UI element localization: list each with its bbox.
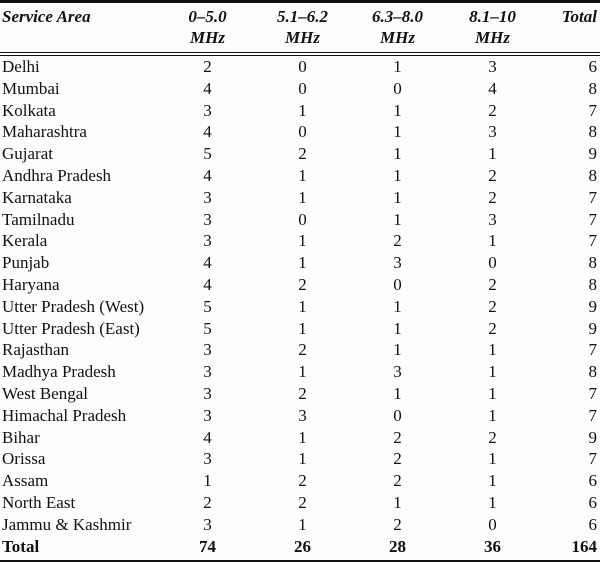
row-total-cell: 8: [588, 362, 597, 382]
value-cell: 3: [488, 57, 497, 76]
value-cell: 4: [203, 122, 212, 142]
value-cell: 3: [298, 405, 307, 425]
value-cell: 2: [298, 471, 307, 491]
value-cell: 1: [298, 318, 307, 338]
value-cell: 1: [298, 187, 307, 207]
value-cell: 0: [393, 405, 402, 425]
service-area-cell: Rajasthan: [2, 340, 70, 360]
value-cell: 1: [393, 57, 402, 76]
total-value-cell: 74: [160, 536, 255, 562]
service-area-cell: Orissa: [2, 449, 46, 469]
row-total-cell: 8: [588, 122, 597, 142]
row-total-cell: 9: [588, 318, 597, 338]
value-cell: 3: [203, 405, 212, 425]
service-area-cell: Himachal Pradesh: [2, 405, 127, 425]
table-row: [0, 54, 600, 78]
service-area-cell: Maharashtra: [2, 122, 87, 142]
service-area-cell: Delhi: [2, 57, 40, 76]
band-range-label: 8.1–10: [469, 7, 516, 26]
value-cell: 2: [298, 144, 307, 164]
value-cell: 1: [298, 100, 307, 120]
band-range-label: 6.3–8.0: [372, 7, 423, 26]
header-band-6-8: [350, 2, 445, 55]
value-cell: 2: [298, 492, 307, 512]
total-row: [0, 536, 600, 562]
value-cell: 0: [298, 122, 307, 142]
service-area-cell: Gujarat: [2, 144, 53, 164]
service-area-cell: Madhya Pradesh: [2, 362, 116, 382]
row-total-cell: 8: [588, 78, 597, 98]
value-cell: 1: [393, 187, 402, 207]
value-cell: 1: [298, 253, 307, 273]
value-cell: 0: [298, 57, 307, 76]
value-cell: 2: [488, 318, 497, 338]
value-cell: 1: [488, 144, 497, 164]
total-value-cell: 36: [445, 536, 540, 562]
row-total-cell: 9: [588, 144, 597, 164]
value-cell: 0: [393, 274, 402, 294]
value-cell: 1: [298, 296, 307, 316]
value-cell: 2: [488, 165, 497, 185]
value-cell: 1: [488, 231, 497, 251]
value-cell: 2: [393, 427, 402, 447]
band-range-label: 5.1–6.2: [277, 7, 328, 26]
value-cell: 3: [488, 122, 497, 142]
value-cell: 3: [203, 231, 212, 251]
value-cell: 2: [488, 296, 497, 316]
value-cell: 3: [203, 514, 212, 534]
table-row: [0, 427, 600, 449]
value-cell: 5: [203, 296, 212, 316]
band-unit-label: MHz: [475, 28, 510, 47]
row-total-cell: 8: [588, 274, 597, 294]
value-cell: 2: [298, 340, 307, 360]
service-area-cell: Jammu & Kashmir: [2, 514, 132, 534]
row-total-cell: 7: [588, 209, 597, 229]
value-cell: 5: [203, 318, 212, 338]
value-cell: 1: [393, 122, 402, 142]
table-header: [0, 2, 600, 55]
value-cell: 0: [488, 514, 497, 534]
value-cell: 3: [488, 209, 497, 229]
table-row: [0, 165, 600, 187]
value-cell: 4: [203, 427, 212, 447]
value-cell: 1: [393, 492, 402, 512]
service-area-cell: Bihar: [2, 427, 40, 447]
value-cell: 1: [393, 318, 402, 338]
band-unit-label: MHz: [380, 28, 415, 47]
value-cell: 1: [488, 405, 497, 425]
value-cell: 3: [203, 383, 212, 403]
row-total-cell: 7: [588, 449, 597, 469]
value-cell: 2: [393, 231, 402, 251]
service-area-cell: Utter Pradesh (East): [2, 318, 140, 338]
value-cell: 3: [393, 362, 402, 382]
value-cell: 2: [393, 514, 402, 534]
band-unit-label: MHz: [190, 28, 225, 47]
table-row: [0, 405, 600, 427]
table-row: [0, 274, 600, 296]
table-row: [0, 318, 600, 340]
table-row: [0, 209, 600, 231]
value-cell: 2: [393, 449, 402, 469]
value-cell: 1: [393, 340, 402, 360]
table-row: [0, 492, 600, 514]
service-area-cell: Utter Pradesh (West): [2, 296, 145, 316]
row-total-cell: 6: [588, 492, 597, 512]
table-row: [0, 100, 600, 122]
value-cell: 1: [393, 165, 402, 185]
value-cell: 1: [393, 100, 402, 120]
service-area-cell: North East: [2, 492, 76, 512]
band-unit-label: MHz: [285, 28, 320, 47]
table-body: [0, 54, 600, 536]
table-row: [0, 143, 600, 165]
value-cell: 4: [203, 253, 212, 273]
service-area-cell: Kolkata: [2, 100, 56, 120]
table-row: [0, 296, 600, 318]
service-area-cell: Mumbai: [2, 78, 60, 98]
row-total-cell: 7: [588, 231, 597, 251]
value-cell: 2: [488, 187, 497, 207]
value-cell: 1: [488, 492, 497, 512]
service-area-cell: Karnataka: [2, 187, 72, 207]
value-cell: 2: [203, 57, 212, 76]
service-area-cell: Assam: [2, 471, 49, 491]
value-cell: 1: [488, 471, 497, 491]
value-cell: 1: [393, 383, 402, 403]
value-cell: 2: [298, 274, 307, 294]
row-total-cell: 7: [588, 340, 597, 360]
total-row-label: Total: [0, 536, 160, 562]
value-cell: 1: [298, 165, 307, 185]
header-total: Total: [540, 2, 600, 55]
value-cell: 2: [488, 274, 497, 294]
table-row: [0, 187, 600, 209]
header-row: [0, 2, 600, 55]
row-total-cell: 7: [588, 405, 597, 425]
value-cell: 1: [298, 449, 307, 469]
table-row: [0, 121, 600, 143]
value-cell: 3: [203, 362, 212, 382]
table-row: [0, 514, 600, 536]
value-cell: 3: [203, 100, 212, 120]
row-total-cell: 6: [588, 471, 597, 491]
total-value-cell: 28: [350, 536, 445, 562]
header-band-8-10: [445, 2, 540, 55]
table-row: [0, 470, 600, 492]
band-range-label: 0–5.0: [188, 7, 227, 26]
value-cell: 2: [488, 427, 497, 447]
value-cell: 1: [393, 144, 402, 164]
value-cell: 2: [393, 471, 402, 491]
value-cell: 5: [203, 144, 212, 164]
value-cell: 1: [488, 383, 497, 403]
service-area-cell: Kerala: [2, 231, 48, 251]
table-row: [0, 78, 600, 100]
value-cell: 4: [488, 78, 497, 98]
value-cell: 3: [203, 340, 212, 360]
value-cell: 2: [298, 383, 307, 403]
value-cell: 0: [393, 78, 402, 98]
row-total-cell: 8: [588, 253, 597, 273]
table-row: [0, 339, 600, 361]
header-band-5-6: [255, 2, 350, 55]
value-cell: 1: [488, 340, 497, 360]
value-cell: 4: [203, 165, 212, 185]
value-cell: 1: [298, 231, 307, 251]
value-cell: 1: [298, 514, 307, 534]
service-area-cell: West Bengal: [2, 383, 88, 403]
total-value-cell: 26: [255, 536, 350, 562]
value-cell: 4: [203, 78, 212, 98]
row-total-cell: 7: [588, 187, 597, 207]
value-cell: 1: [203, 471, 212, 491]
value-cell: 3: [203, 209, 212, 229]
table-row: [0, 361, 600, 383]
grand-total-cell: 164: [540, 536, 600, 562]
value-cell: 2: [203, 492, 212, 512]
value-cell: 1: [298, 362, 307, 382]
service-area-cell: Tamilnadu: [2, 209, 75, 229]
row-total-cell: 9: [588, 427, 597, 447]
value-cell: 4: [203, 274, 212, 294]
header-band-0-5: [160, 2, 255, 55]
row-total-cell: 7: [588, 100, 597, 120]
value-cell: 3: [203, 449, 212, 469]
value-cell: 0: [488, 253, 497, 273]
value-cell: 3: [203, 187, 212, 207]
value-cell: 0: [298, 209, 307, 229]
table-row: [0, 252, 600, 274]
row-total-cell: 9: [588, 296, 597, 316]
service-area-cell: Haryana: [2, 274, 60, 294]
row-total-cell: 7: [588, 383, 597, 403]
service-area-cell: Punjab: [2, 253, 50, 273]
row-total-cell: 8: [588, 165, 597, 185]
value-cell: 1: [488, 449, 497, 469]
service-area-cell: Andhra Pradesh: [2, 165, 112, 185]
value-cell: 1: [393, 209, 402, 229]
value-cell: 1: [298, 427, 307, 447]
table-row: [0, 383, 600, 405]
row-total-cell: 6: [588, 57, 597, 76]
value-cell: 1: [488, 362, 497, 382]
row-total-cell: 6: [588, 514, 597, 534]
value-cell: 2: [488, 100, 497, 120]
value-cell: 1: [393, 296, 402, 316]
table-row: [0, 230, 600, 252]
value-cell: 3: [393, 253, 402, 273]
table-footer: [0, 536, 600, 562]
table-row: [0, 448, 600, 470]
value-cell: 0: [298, 78, 307, 98]
header-service-area: Service Area: [0, 2, 160, 55]
